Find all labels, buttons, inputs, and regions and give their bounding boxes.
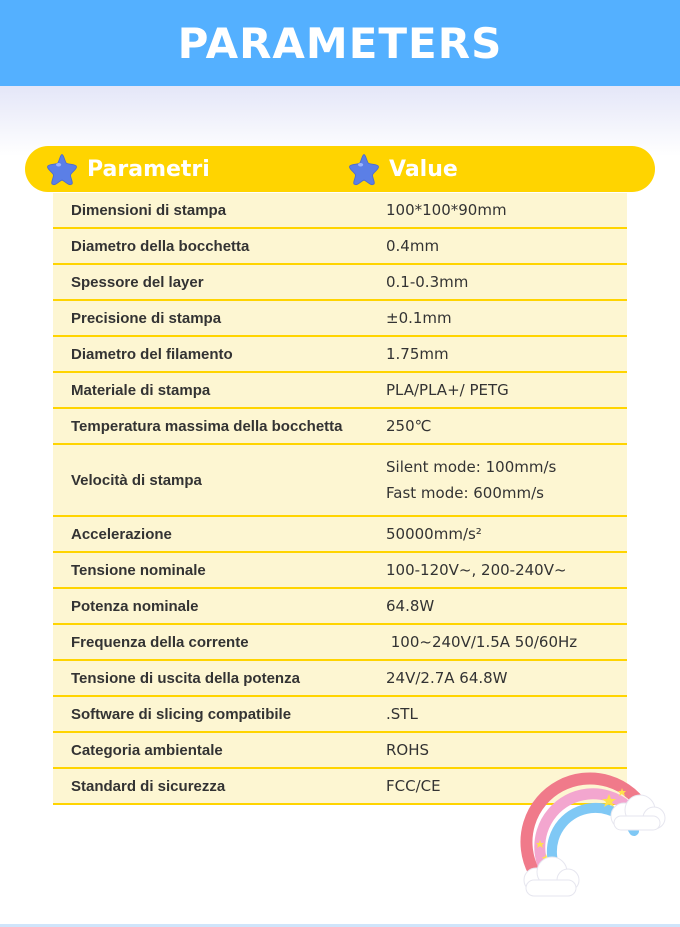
param-name: Tensione nominale — [71, 561, 206, 579]
table-row — [53, 697, 627, 733]
param-value — [355, 454, 556, 506]
param-value: 64.8W — [386, 597, 435, 615]
table-row — [53, 553, 627, 589]
param-name: Diametro del filamento — [71, 345, 233, 363]
param-value: 100*100*90mm — [386, 201, 507, 219]
table-row — [53, 265, 627, 301]
param-value-line: Fast mode: 600mm/s — [386, 484, 544, 502]
param-name: Materiale di stampa — [71, 381, 211, 399]
param-name: Spessore del layer — [71, 273, 204, 291]
param-value: ROHS — [386, 741, 430, 759]
table-row — [53, 589, 627, 625]
param-name: Velocità di stampa — [71, 471, 202, 489]
header-col-parametri — [45, 146, 210, 192]
param-name: Precisione di stampa — [71, 309, 222, 327]
table-row — [53, 517, 627, 553]
param-name: Temperatura massima della bocchetta — [71, 417, 343, 435]
param-name: Software di slicing compatibile — [71, 705, 292, 723]
table-row — [53, 193, 627, 229]
parameters-table — [53, 193, 627, 805]
param-name: Accelerazione — [71, 525, 172, 543]
page-title: PARAMETERS — [177, 18, 503, 68]
param-name: Tensione di uscita della potenza — [71, 669, 300, 687]
param-value: 0.1-0.3mm — [386, 273, 469, 291]
param-value-line: Silent mode: 100mm/s — [386, 458, 557, 476]
table-row — [53, 373, 627, 409]
param-name: Diametro della bocchetta — [71, 237, 250, 255]
table-row — [53, 229, 627, 265]
param-value: 24V/2.7A 64.8W — [386, 669, 508, 687]
param-name: Potenza nominale — [71, 597, 199, 615]
param-value: 50000mm/s² — [386, 525, 482, 543]
table-header — [25, 146, 655, 192]
table-row — [53, 445, 627, 517]
star-icon — [45, 152, 79, 186]
param-name: Categoria ambientale — [71, 741, 223, 759]
param-name: Dimensioni di stampa — [71, 201, 227, 219]
table-row — [53, 625, 627, 661]
param-value: 1.75mm — [386, 345, 449, 363]
table-row — [53, 733, 627, 769]
param-value: 0.4mm — [386, 237, 440, 255]
table-row — [53, 661, 627, 697]
param-value: PLA/PLA+/ PETG — [386, 381, 509, 399]
param-value: 250℃ — [386, 417, 432, 435]
header-col-value — [347, 146, 458, 192]
param-name: Frequenza della corrente — [71, 633, 249, 651]
rainbow-cloud-icon — [516, 772, 666, 912]
table-row — [53, 301, 627, 337]
star-icon — [347, 152, 381, 186]
header-col1-label: Parametri — [87, 156, 210, 182]
title-banner — [0, 0, 680, 86]
param-value: FCC/CE — [386, 777, 441, 795]
table-row — [53, 337, 627, 373]
param-value: ±0.1mm — [386, 309, 452, 327]
param-value: 100-120V~, 200-240V~ — [386, 561, 567, 579]
param-name: Standard di sicurezza — [71, 777, 226, 795]
param-value: 100~240V/1.5A 50/60Hz — [386, 633, 578, 651]
header-col2-label: Value — [389, 156, 458, 182]
table-row — [53, 409, 627, 445]
param-value: .STL — [386, 705, 418, 723]
